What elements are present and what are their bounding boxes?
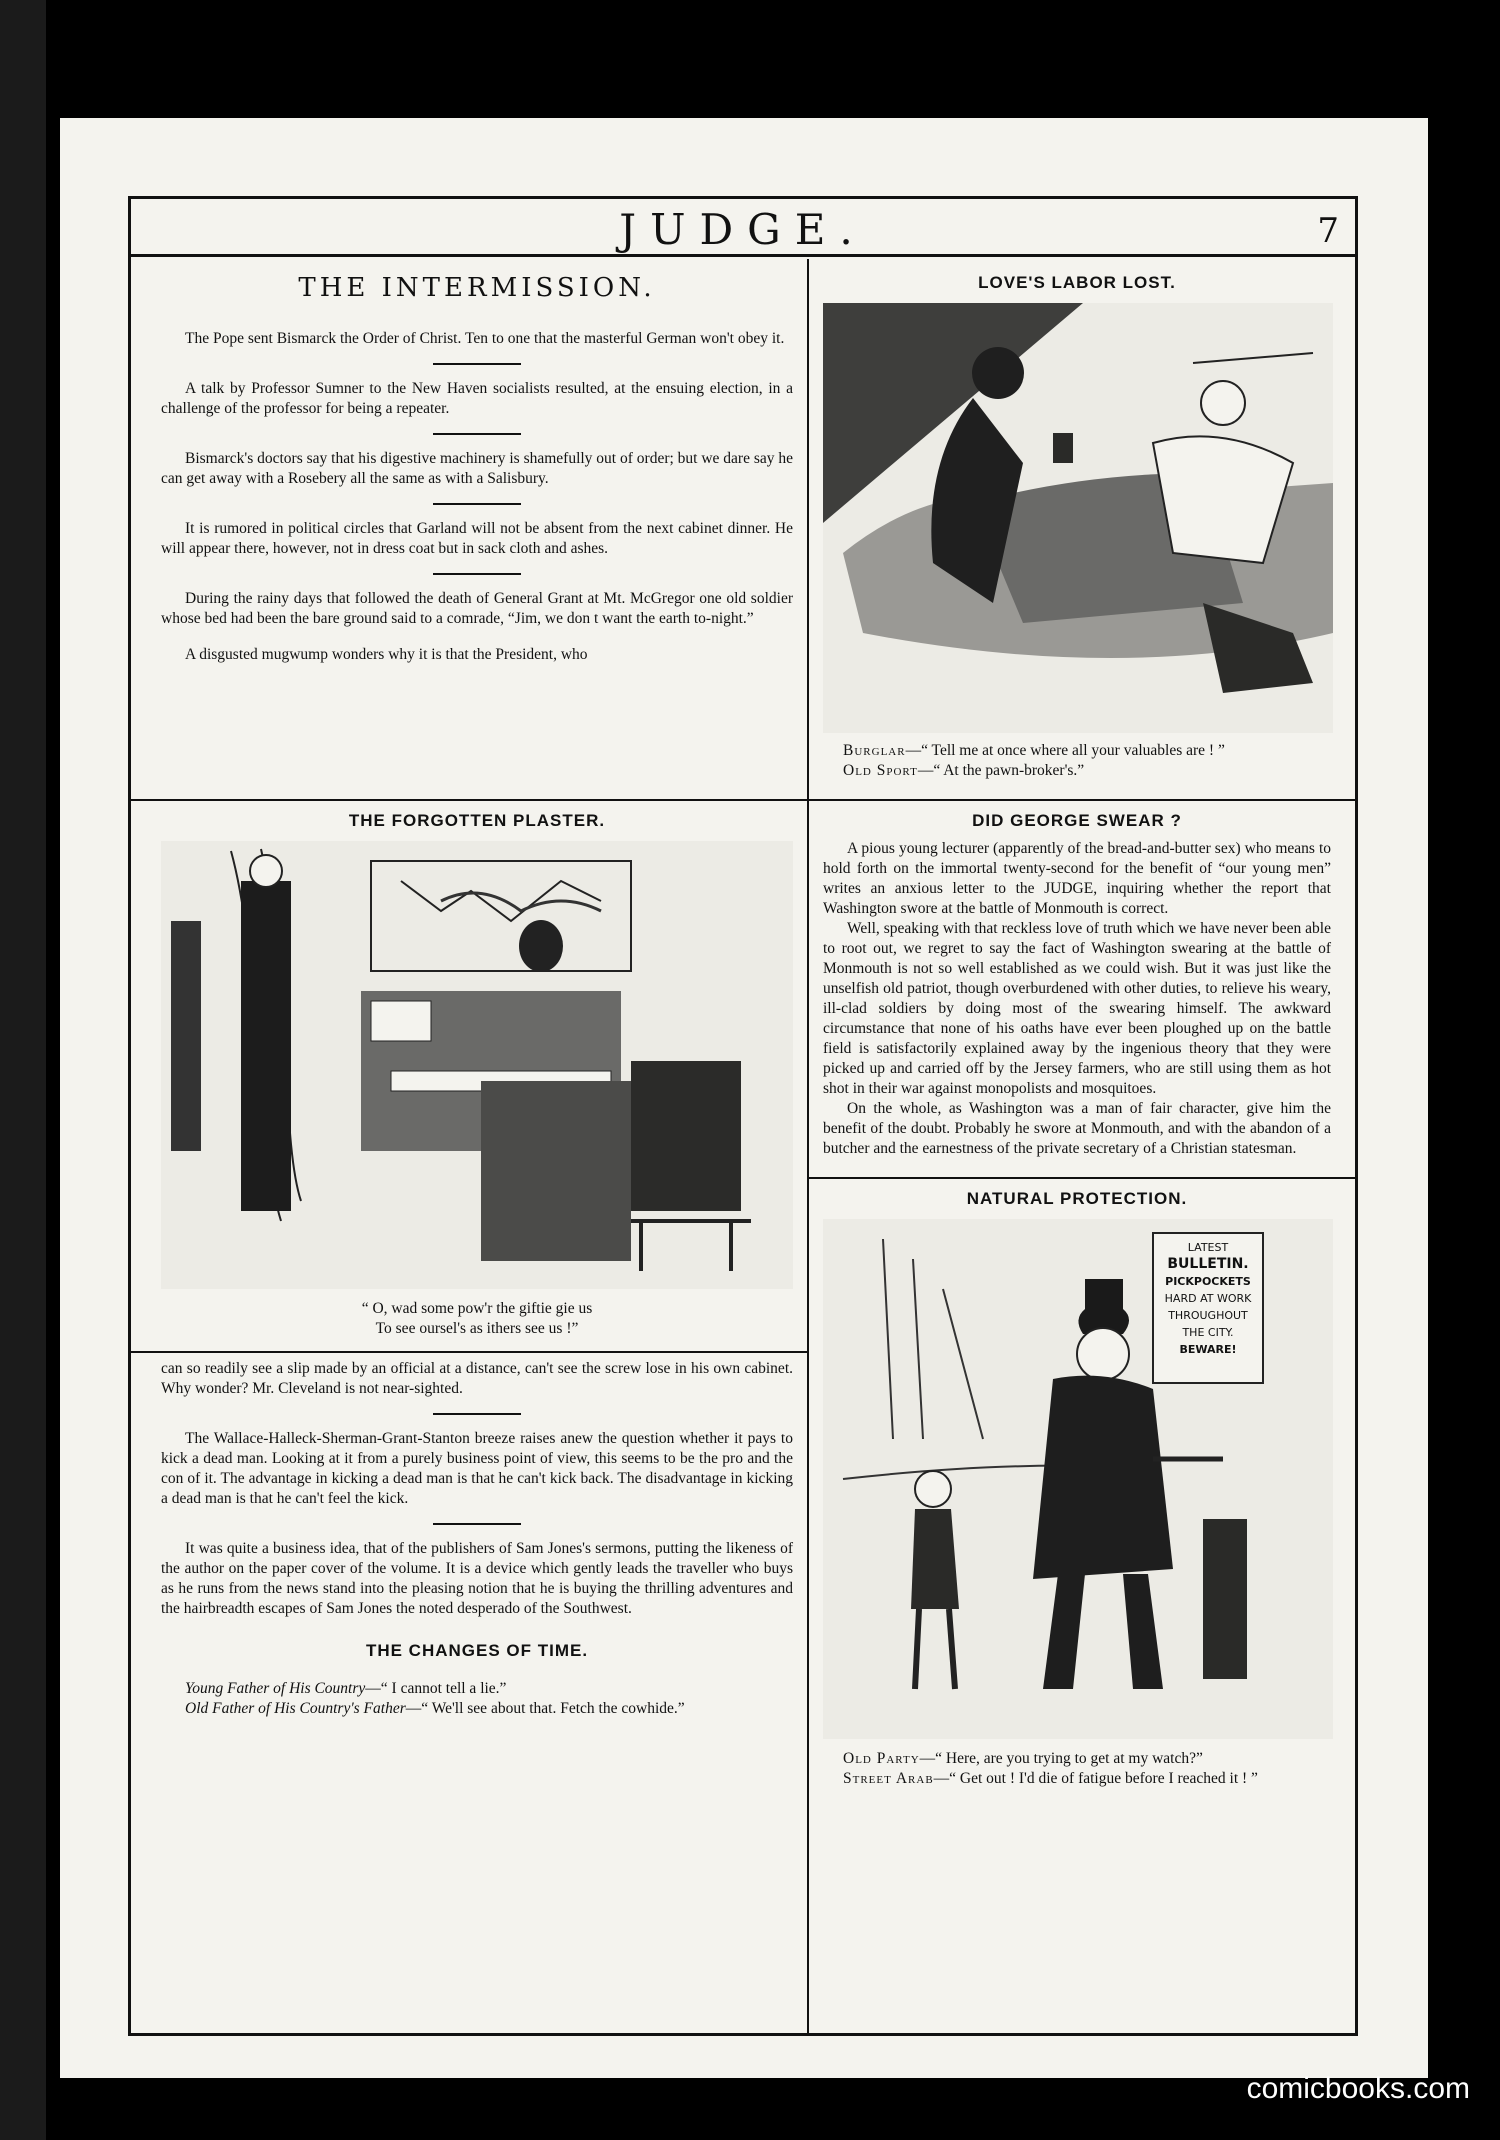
divider — [433, 363, 521, 365]
intermission-item: Bismarck's doctors say that his digestive machinery is shamefully out of order; but we dare say he can get away with a Rosebery all the same as with a Salisbury. — [161, 450, 794, 487]
section-rule — [131, 1351, 807, 1353]
divider — [433, 573, 521, 575]
changes-line — [161, 1679, 793, 1699]
divider — [433, 1413, 521, 1415]
masthead — [131, 199, 1355, 257]
changes-line — [161, 1699, 793, 1719]
forgotten-plaster-section — [131, 811, 807, 1339]
natural-protection-section — [809, 1189, 1355, 1789]
loves-labor-lost-heading: LOVE'S LABOR LOST. — [978, 273, 1176, 292]
natural-protection-caption — [843, 1749, 1331, 1789]
book-spine — [0, 0, 46, 2140]
intermission-item: A talk by Professor Sumner to the New Haven socialists resulted, at the ensuing election, in a challenge of the professor for being a repeater. — [161, 380, 793, 417]
site-watermark: comicbooks.com — [1246, 2072, 1470, 2105]
sign-line: PICKPOCKETS — [1165, 1275, 1251, 1288]
sign-line: BULLETIN. — [1167, 1256, 1249, 1272]
intermission-heading: THE INTERMISSION. — [298, 273, 656, 303]
article-paragraph: A pious young lecturer (apparently of the bread-and-butter sex) who means to hold forth on the immortal twenty-second for the benefit of “our young men” writes an anxious letter to the JUDGE, inquiring whether the report that Washington swore at the battle of Monmouth is correct. — [823, 840, 1331, 917]
intermission-item: A disgusted mugwump wonders why it is that the President, who — [185, 646, 588, 663]
intermission-item: The Pope sent Bismarck the Order of Christ. Ten to one that the masterful German won't obey it. — [185, 330, 785, 347]
forgotten-plaster-heading: THE FORGOTTEN PLASTER. — [348, 811, 606, 830]
quote: —“ I cannot tell a lie.” — [365, 1680, 507, 1697]
sign-line: THROUGHOUT — [1168, 1309, 1248, 1322]
continued-item: The Wallace-Halleck-Sherman-Grant-Stanton breeze raises anew the question whether it pays to kick a dead man. Looking at it from a purely business point of view, this seems to be the pro and the con of it. The advantage in kicking a dead man is that he can't kick back. The disadvantage in kicking a dead man is that he can't feel the kick. — [161, 1430, 793, 1507]
speaker: Young Father of His Country — [185, 1680, 366, 1697]
section-rule — [809, 1177, 1355, 1179]
quote: —“ Get out ! I'd die of fatigue before I reached it ! ” — [933, 1770, 1258, 1787]
caption-line: “ O, wad some pow'r the giftie gie us — [361, 1300, 593, 1317]
changes-of-time-heading: THE CHANGES OF TIME. — [365, 1641, 589, 1660]
left-column — [131, 259, 809, 2033]
forgotten-plaster-caption — [161, 1299, 793, 1339]
intermission-item: During the rainy days that followed the death of General Grant at Mt. McGregor one old soldier whose bed had been the bare ground said to a comrade, “Jim, we don t want the earth to-night.” — [161, 590, 793, 627]
divider — [433, 1523, 521, 1525]
section-rule — [809, 799, 1355, 801]
quote: —“ Tell me at once where all your valuables are ! ” — [905, 742, 1225, 759]
quote: —“ Here, are you trying to get at my watch?” — [919, 1750, 1203, 1767]
dialogue-line — [843, 1749, 1331, 1769]
bulletin-sign — [1159, 1239, 1257, 1358]
speaker: Old Father of His Country's Father — [185, 1700, 406, 1717]
article-paragraph: On the whole, as Washington was a man of fair character, give him the benefit of the doubt. Probably he swore at Monmouth, and with the abandon of a butcher and the earnestness of the private secretary of a Christian statesman. — [823, 1100, 1331, 1157]
loves-labor-lost-caption — [843, 741, 1331, 781]
masthead-title: JUDGE. — [619, 205, 867, 254]
page-number: 7 — [1317, 211, 1339, 251]
article-paragraph: Well, speaking with that reckless love of truth which we have never been able to root out, we regret to say the fact of Washington swearing at the battle of Monmouth is not so well established as we could wish. But it was just like the unselfish old patriot, though overburdened with other duties, to relieve his weary, ill-clad soldiers by doing most of the swearing himself. The awkward circumstance that none of his oaths have ever been ploughed up on the battle field is satisfactorily explained away by the ingenious theory that they were picked up and carried off by the Jersey farmers, who are still using them as hot shot in their war against monopolists and mosquitoes. — [823, 920, 1331, 1097]
divider — [433, 433, 521, 435]
george-swear-section — [809, 811, 1355, 1159]
section-rule — [131, 799, 807, 801]
burglar-bedroom-drawing — [823, 303, 1333, 733]
loves-labor-lost-illustration — [823, 303, 1331, 733]
sign-line: HARD AT WORK — [1164, 1292, 1252, 1305]
loves-labor-lost-section — [809, 259, 1355, 781]
continued-item: It was quite a business idea, that of the publishers of Sam Jones's sermons, putting the likeness of the author on the paper cover of the volume. It is a device which gently leads the traveller who buys as he runs from the news stand into the pleasing notion that he is buying the thrilling adventures and the hairbreadth escapes of Sam Jones the noted desperado of the Southwest. — [161, 1540, 793, 1617]
page-frame — [128, 196, 1358, 2036]
sign-line: BEWARE! — [1179, 1343, 1237, 1356]
intermission-item: It is rumored in political circles that Garland will not be absent from the next cabinet dinner. He will appear there, however, not in dress coat but in sack cloth and ashes. — [161, 520, 793, 557]
caption-line: To see oursel's as ithers see us !” — [375, 1320, 579, 1337]
speaker: Street Arab — [843, 1770, 934, 1787]
george-swear-heading: DID GEORGE SWEAR ? — [972, 811, 1182, 830]
parlor-scene-drawing — [161, 841, 793, 1289]
natural-protection-illustration — [823, 1219, 1331, 1739]
quote: —“ We'll see about that. Fetch the cowhide.” — [405, 1700, 685, 1717]
divider — [433, 503, 521, 505]
dialogue-line — [843, 741, 1331, 761]
forgotten-plaster-illustration — [161, 841, 793, 1289]
natural-protection-heading: NATURAL PROTECTION. — [966, 1189, 1188, 1208]
dialogue-line — [843, 1769, 1331, 1789]
speaker: Old Sport — [843, 762, 918, 779]
speaker: Old Party — [843, 1750, 920, 1767]
quote: —“ At the pawn-broker's.” — [917, 762, 1085, 779]
right-column — [809, 259, 1355, 2033]
intermission-continued — [131, 1359, 807, 1719]
dialogue-line — [843, 761, 1331, 781]
intermission-section — [131, 259, 807, 665]
sign-line: THE CITY. — [1182, 1326, 1234, 1339]
speaker: Burglar — [843, 742, 906, 759]
sign-line: LATEST — [1187, 1241, 1229, 1254]
continued-item: can so readily see a slip made by an official at a distance, can't see the screw lose in his own cabinet. Why wonder? Mr. Cleveland is not near-sighted. — [161, 1360, 793, 1397]
magazine-page — [60, 118, 1428, 2078]
